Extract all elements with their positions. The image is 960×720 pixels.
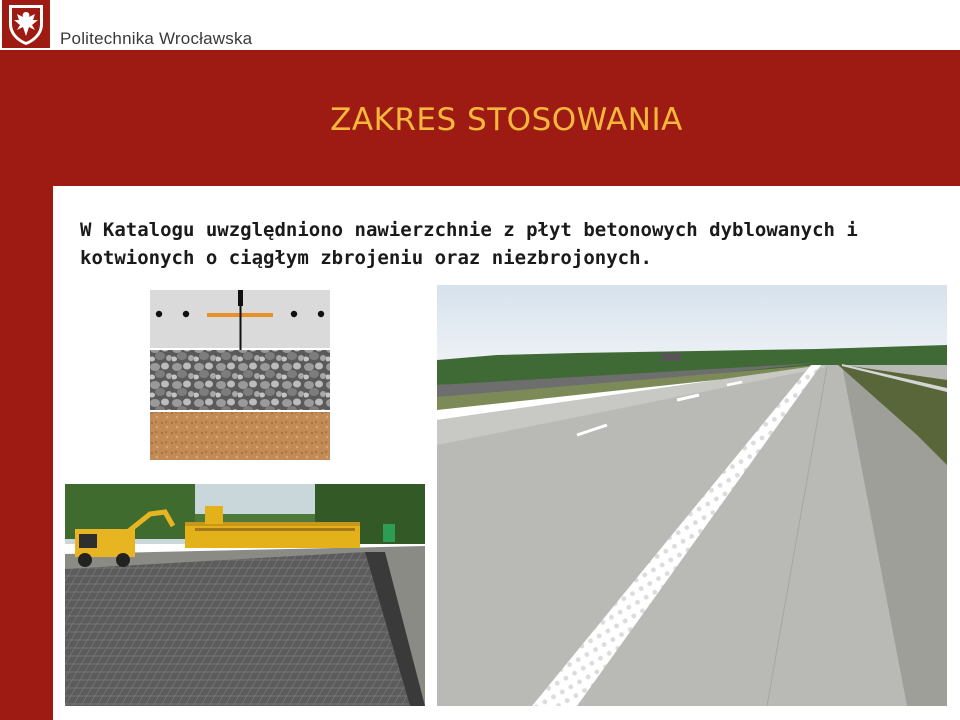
left-accent-bar [0,50,53,720]
title-band [53,50,960,186]
highway-photo-image [437,285,947,706]
eagle-crest-icon [2,0,50,48]
layer-diagram-image [150,290,330,460]
body-line-2: kotwionych o ciągłym zbrojeniu oraz niezbrojonych. [80,247,652,269]
body-line-1: W Katalogu uwzględniono nawierzchnie z płyt betonowych dyblowanych i [80,219,858,241]
construction-photo-image [65,484,425,706]
university-name: Politechnika Wrocławska [60,29,253,48]
slide-body-text [80,216,940,272]
header [0,0,960,50]
slide-title: ZAKRES STOSOWANIA [330,102,683,138]
